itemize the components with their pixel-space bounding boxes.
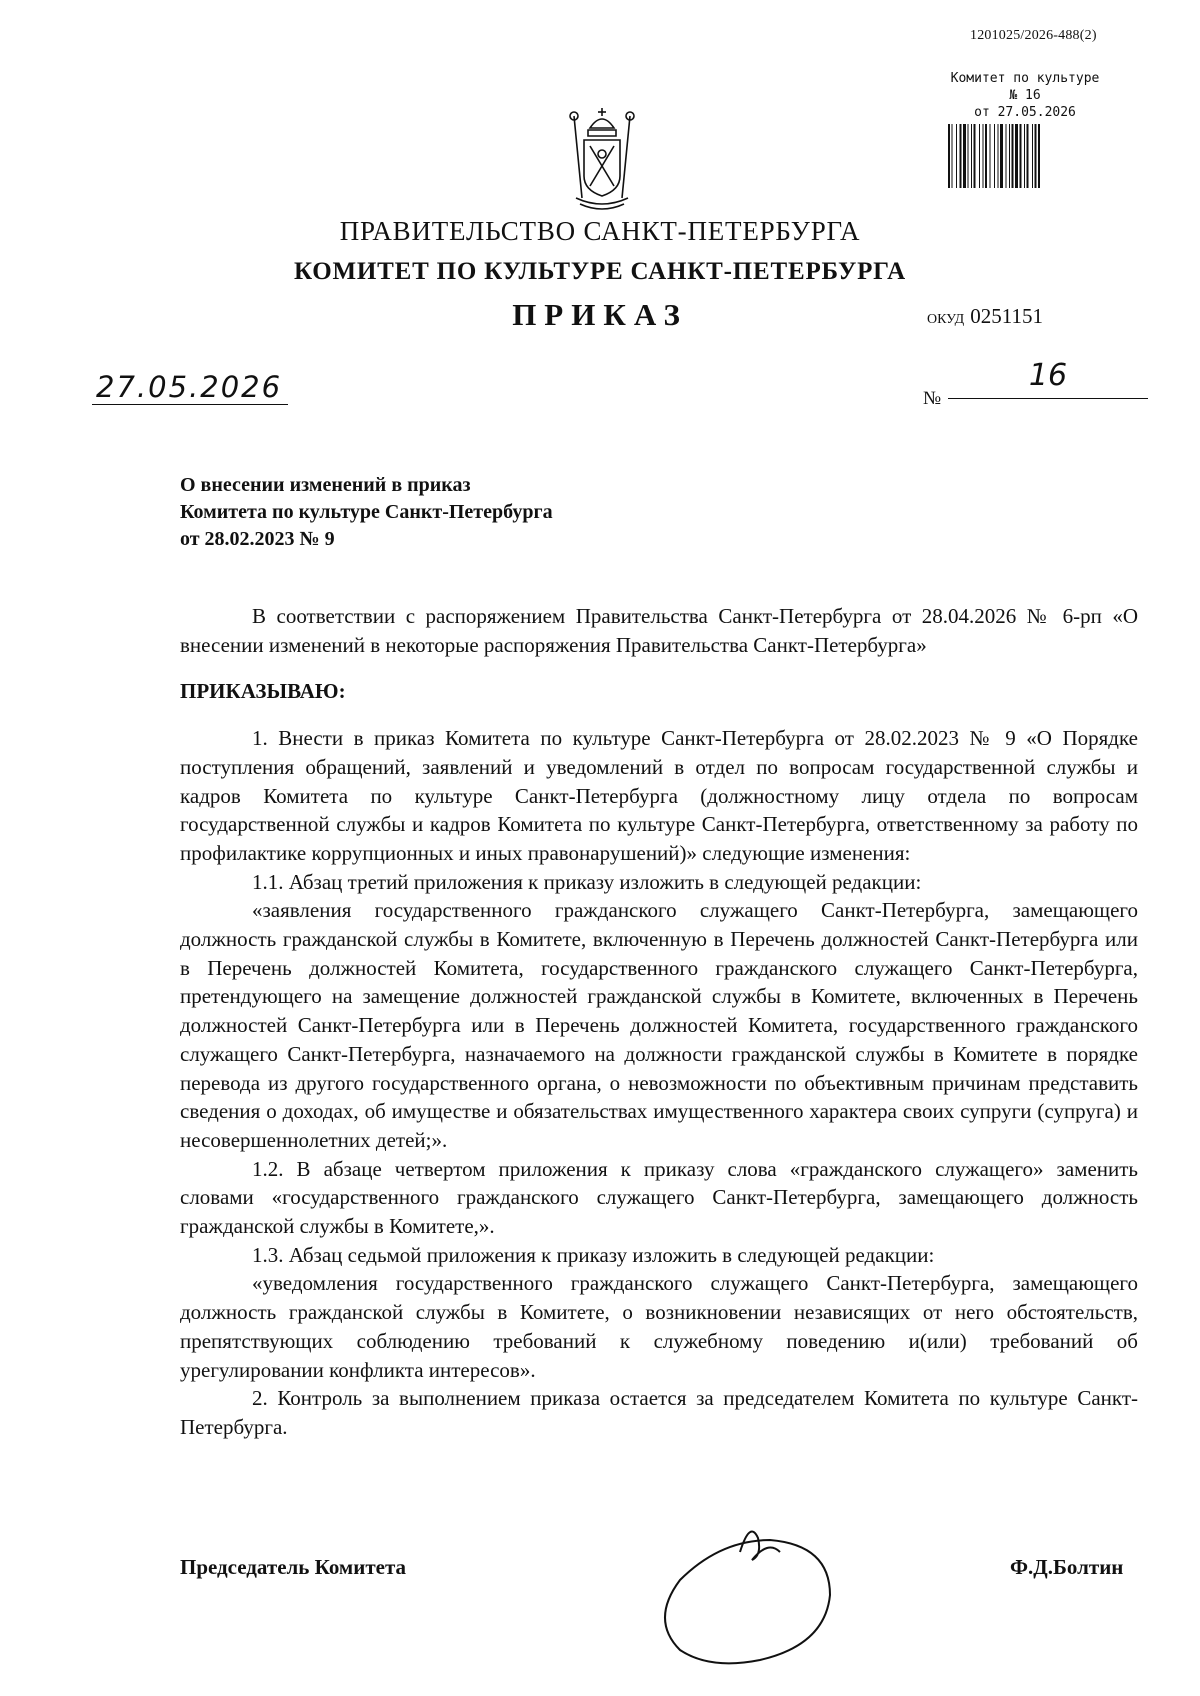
- paragraph-1-3-text: «уведомления государственного гражданского служащего Санкт-Петербурга, замещающего должность гражданской службы в Комитете, о возникновении независящих от него обстоятельств, препятствующих соблюдению требований к служебному поведению и(или) требований об урегулировании конфликта интересов».: [180, 1271, 1138, 1382]
- subject-line: О внесении изменений в приказ: [180, 474, 471, 496]
- paragraph-1-1-text: «заявления государственного гражданского служащего Санкт-Петербурга, замещающего должность гражданской службы в Комитете, включенную в Перечень должностей Санкт-Петербурга или в Перечень должностей Комитета, государственного гражданского служащего Санкт-Петербурга, претендующего на замещение должностей гражданской службы в Комитете, включенных в Перечень должностей Санкт-Петербурга или в Перечень должностей Комитета, государственного гражданского служащего Санкт-Петербурга, назначаемого на должности гражданской службы в Комитете в порядке перевода из другого государственного органа, о невозможности по объективным причинам представить сведения о доходах, об имуществе и обязательствах имущественного характера своих супруги (супруга) и несовершеннолетних детей;».: [180, 898, 1138, 1152]
- government-heading: ПРАВИТЕЛЬСТВО САНКТ-ПЕТЕРБУРГА: [339, 216, 861, 246]
- number-label: №: [923, 388, 942, 409]
- subject-line: от 28.02.2023 № 9: [180, 528, 335, 550]
- paragraph-1-2: 1.2. В абзаце четвертом приложения к приказу слова «гражданского служащего» заменить словами «государственного гражданского служащего Санкт-Петербурга, замещающего должность гражданской службы в Комитете,».: [180, 1156, 1138, 1239]
- handwritten-number: 16: [948, 356, 1148, 399]
- committee-heading: КОМИТЕТ ПО КУЛЬТУРЕ САНКТ-ПЕТЕРБУРГА: [293, 258, 907, 285]
- okud-label: ОКУД: [927, 312, 965, 327]
- coat-of-arms-emblem: [560, 106, 644, 214]
- order-directive: ПРИКАЗЫВАЮ:: [180, 679, 346, 704]
- stamp-line-committee: Комитет по культуре: [950, 71, 1100, 86]
- paragraph-2: 2. Контроль за выполнением приказа остается за председателем Комитета по культуре Санкт-Петербурга.: [180, 1386, 1138, 1439]
- paragraph-1: 1. Внести в приказ Комитета по культуре Санкт-Петербурга от 28.02.2023 № 9 «О Порядке поступления обращений, заявлений и уведомлений в отдел по вопросам государственной службы и кадров Комитета по культуре Санкт-Петербурга (должностному лицу отдела по вопросам государственной службы и кадров Комитета по культуре Санкт-Петербурга, ответственному за работу по профилактике коррупционных и иных правонарушений)» следующие изменения:: [180, 726, 1138, 865]
- subject-line: Комитета по культуре Санкт-Петербурга: [180, 501, 553, 523]
- preamble: В соответствии с распоряжением Правительства Санкт-Петербурга от 28.04.2026 № 6-рп «О внесении изменений в некоторые распоряжения Правительства Санкт-Петербурга»: [180, 604, 1138, 657]
- order-body: [180, 602, 1138, 1442]
- signatory-title: Председатель Комитета: [180, 1555, 407, 1579]
- stamp-line-number: № 16: [1009, 88, 1041, 103]
- stamp-line-date: от 27.05.2026: [974, 105, 1076, 120]
- registration-stamp: [940, 70, 1110, 121]
- barcode: [948, 124, 1116, 188]
- order-subject: [180, 472, 553, 553]
- handwritten-date: 27.05.2026: [92, 370, 288, 405]
- document-type-heading: ПРИКАЗ: [512, 297, 688, 332]
- signatory-name: Ф.Д.Болтин: [1010, 1555, 1124, 1579]
- handwritten-signature: [640, 1500, 860, 1670]
- okud-value: 0251151: [970, 304, 1043, 328]
- document-registration-number: 1201025/2026-488(2): [970, 28, 1097, 43]
- okud-code: [927, 304, 1043, 329]
- paragraph-1-3: 1.3. Абзац седьмой приложения к приказу изложить в следующей редакции:: [252, 1242, 935, 1267]
- paragraph-1-1: 1.1. Абзац третий приложения к приказу изложить в следующей редакции:: [252, 869, 922, 894]
